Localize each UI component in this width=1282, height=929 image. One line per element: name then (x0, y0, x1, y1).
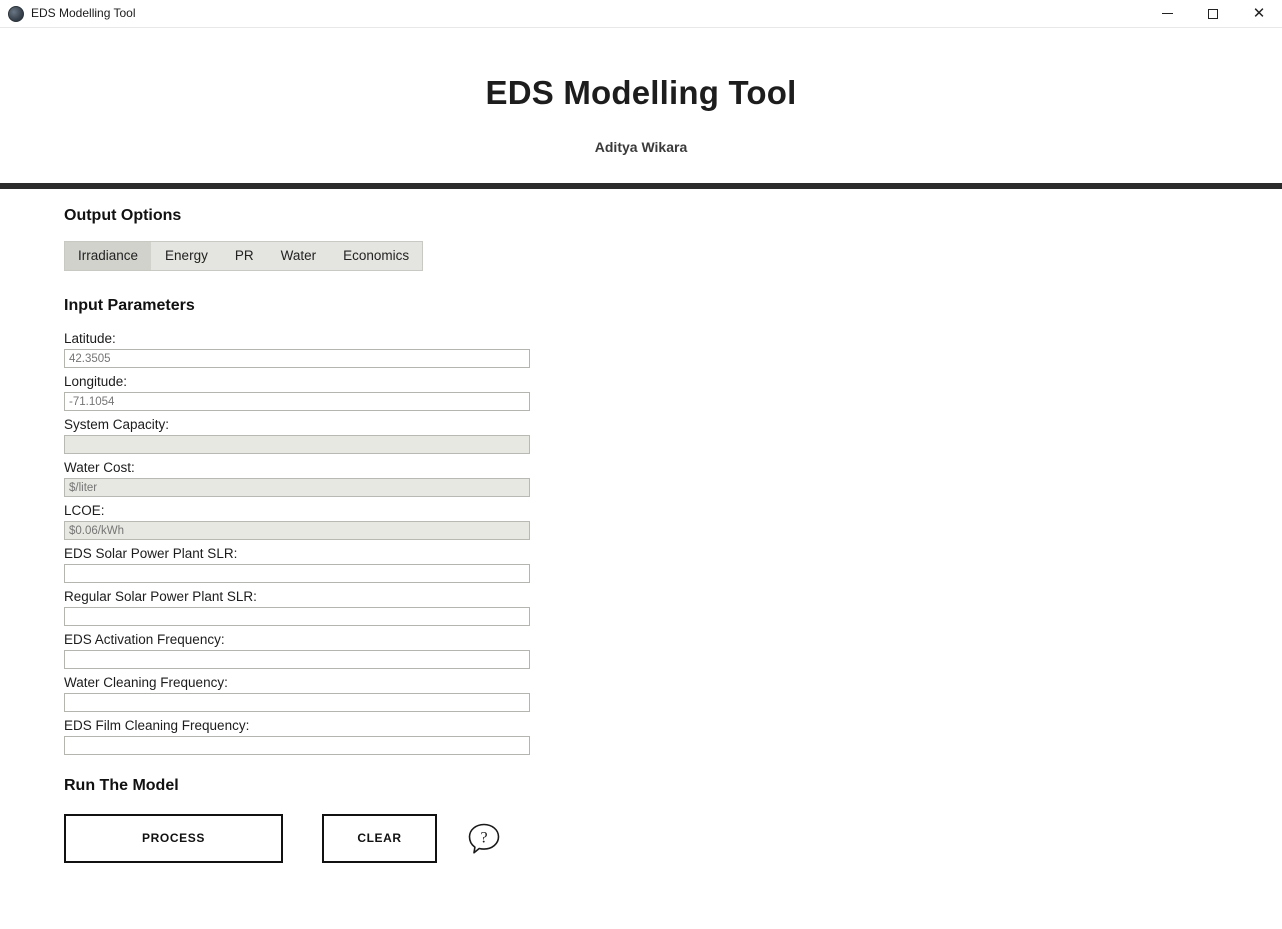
maximize-icon (1208, 9, 1218, 19)
longitude-label: Longitude: (64, 374, 128, 389)
output-options-tabs (64, 241, 423, 271)
water-cost-label: Water Cost: (64, 460, 135, 475)
tab-pr[interactable]: PR (222, 242, 268, 270)
window-title: EDS Modelling Tool (31, 6, 136, 20)
main-content (0, 189, 1282, 863)
tab-water[interactable]: Water (268, 242, 331, 270)
field-water-cost (64, 460, 530, 497)
close-icon: ✕ (1252, 4, 1266, 22)
input-parameters-title: Input Parameters (64, 297, 195, 314)
window-titlebar (0, 0, 1282, 28)
latitude-input[interactable] (64, 349, 530, 368)
input-parameters-form (64, 331, 530, 755)
output-options-title: Output Options (64, 207, 182, 224)
process-button[interactable]: PROCESS (64, 814, 283, 863)
lcoe-label: LCOE: (64, 503, 105, 518)
system-capacity-input[interactable] (64, 435, 530, 454)
water-cost-input[interactable] (64, 478, 530, 497)
eds-film-cleaning-frequency-label: EDS Film Cleaning Frequency: (64, 718, 250, 733)
page-header (0, 28, 1282, 189)
tab-energy[interactable]: Energy (152, 242, 222, 270)
eds-activation-frequency-label: EDS Activation Frequency: (64, 632, 225, 647)
svg-text:?: ? (480, 828, 488, 846)
app-icon (8, 6, 24, 22)
field-eds-film-cleaning-frequency (64, 718, 530, 755)
field-water-cleaning-frequency (64, 675, 530, 712)
eds-film-cleaning-frequency-input[interactable] (64, 736, 530, 755)
window-controls (1144, 0, 1282, 27)
field-longitude (64, 374, 530, 411)
author-label: Aditya Wikara (594, 139, 688, 155)
water-cleaning-frequency-input[interactable] (64, 693, 530, 712)
field-system-capacity (64, 417, 530, 454)
run-model-title: Run The Model (64, 777, 179, 794)
minimize-button[interactable] (1144, 0, 1190, 27)
help-button[interactable] (467, 822, 501, 856)
water-cleaning-frequency-label: Water Cleaning Frequency: (64, 675, 228, 690)
run-model-buttons (64, 814, 1282, 863)
system-capacity-label: System Capacity: (64, 417, 170, 432)
eds-solar-plant-slr-input[interactable] (64, 564, 530, 583)
eds-solar-plant-slr-label: EDS Solar Power Plant SLR: (64, 546, 238, 561)
field-eds-solar-plant-slr (64, 546, 530, 583)
latitude-label: Latitude: (64, 331, 116, 346)
field-eds-activation-frequency (64, 632, 530, 669)
regular-solar-plant-slr-input[interactable] (64, 607, 530, 626)
field-regular-solar-plant-slr (64, 589, 530, 626)
maximize-button[interactable] (1190, 0, 1236, 27)
lcoe-input[interactable] (64, 521, 530, 540)
minimize-icon (1162, 13, 1173, 14)
page-title: EDS Modelling Tool (485, 74, 797, 111)
clear-button[interactable]: CLEAR (322, 814, 437, 863)
tab-irradiance[interactable]: Irradiance (65, 242, 152, 270)
longitude-input[interactable] (64, 392, 530, 411)
field-lcoe (64, 503, 530, 540)
close-button[interactable] (1236, 0, 1282, 27)
eds-activation-frequency-input[interactable] (64, 650, 530, 669)
field-latitude (64, 331, 530, 368)
regular-solar-plant-slr-label: Regular Solar Power Plant SLR: (64, 589, 257, 604)
help-question-icon (467, 822, 501, 856)
tab-economics[interactable]: Economics (330, 242, 422, 270)
